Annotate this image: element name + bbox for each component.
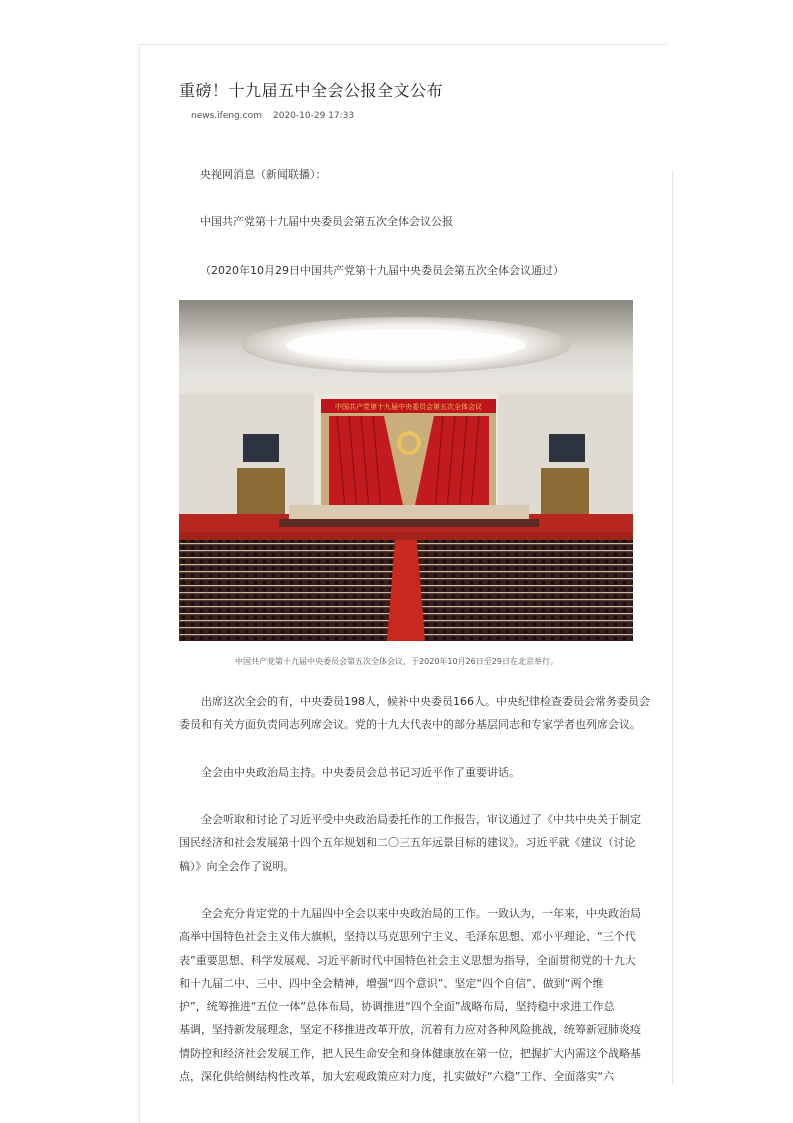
photo-caption: 中国共产党第十九届中央委员会第五次全体会议，于2020年10月26日至29日在北京举行。 xyxy=(235,657,558,666)
paragraph-line: 高举中国特色社会主义伟大旗帜，坚持以马克思列宁主义、毛泽东思想、邓小平理论、“三个代 xyxy=(179,930,636,944)
paragraph-line: 委员和有关方面负责同志列席会议。党的十九大代表中的部分基层同志和专家学者也列席会议。 xyxy=(179,718,641,732)
paragraph-line: 和十九届二中、三中、四中全会精神，增强“四个意识”、坚定“四个自信”、做到“两个维 xyxy=(179,976,604,990)
paragraph-presiding xyxy=(179,761,639,784)
article-source[interactable]: news.ifeng.com xyxy=(191,111,262,121)
paragraph-line: 全会听取和讨论了习近平受中央政治局委托作的工作报告，审议通过了《中共中央关于制定 xyxy=(201,813,641,826)
paragraph-line: 点，深化供给侧结构性改革，加大宏观政策应对力度，扎实做好“六稳”工作、全面落实“六 xyxy=(179,1070,615,1084)
paragraph-line: 表”重要思想、科学发展观、习近平新时代中国特色社会主义思想为指导，全面贯彻党的十九大 xyxy=(179,953,636,967)
paragraph-line: 全会充分肯定党的十九届四中全会以来中央政治局的工作。一致认为，一年来，中央政治局 xyxy=(201,907,641,920)
paragraph-report xyxy=(179,808,639,878)
paragraph-line: 全会由中央政治局主持。中央委员会总书记习近平作了重要讲话。 xyxy=(201,766,520,779)
intro-line: 央视网消息（新闻联播）： xyxy=(200,168,327,181)
card-border xyxy=(672,170,673,1085)
paragraph-line: 护”，统筹推进“五位一体”总体布局，协调推进“四个全面”战略布局，坚持稳中求进工作总 xyxy=(179,1000,615,1014)
communique-subtitle: （2020年10月29日中国共产党第十九届中央委员会第五次全体会议通过） xyxy=(200,264,564,277)
article-title: 重磅！十九届五中全会公报全文公布 xyxy=(179,81,444,100)
paragraph-line: 情防控和经济社会发展工作，把人民生命安全和身体健康放在第一位，把握扩大内需这个战略基 xyxy=(179,1046,641,1060)
paragraph-line: 基调，坚持新发展理念，坚定不移推进改革开放，沉着有力应对各种风险挑战，统筹新冠肺炎疫 xyxy=(179,1023,641,1037)
paragraph-line: 稿）》向全会作了说明。 xyxy=(179,859,295,873)
plenary-session-photo xyxy=(179,300,633,641)
paragraph-attendance xyxy=(179,690,650,737)
banner-text: 中国共产党第十九届中央委员会第五次全体会议 xyxy=(335,403,482,411)
paragraph-line: 出席这次全会的有，中央委员198人，候补中央委员166人。中央纪律检查委员会常务委员会 xyxy=(201,695,650,708)
paragraph-affirmation xyxy=(179,902,639,1088)
paragraph-line: 国民经济和社会发展第十四个五年规划和二〇三五年远景目标的建议》。习近平就《建议（讨论 xyxy=(179,836,636,850)
article-datetime: 2020-10-29 17:33 xyxy=(273,111,355,121)
communique-title: 中国共产党第十九届中央委员会第五次全体会议公报 xyxy=(200,215,453,228)
